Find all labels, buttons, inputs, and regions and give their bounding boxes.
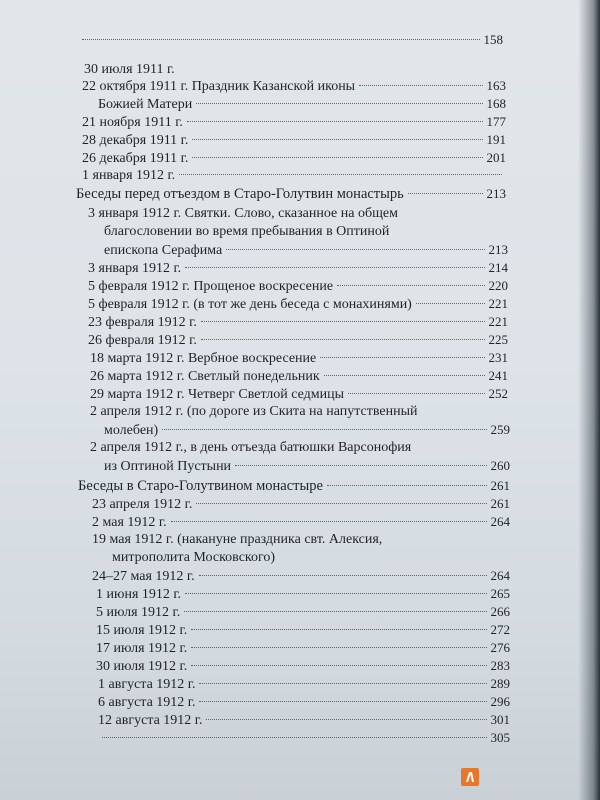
leader-dots xyxy=(327,485,487,486)
leader-dots xyxy=(235,465,486,466)
toc-entry: 1 июня 1912 г. 265 xyxy=(96,586,510,602)
page-number: 158 xyxy=(483,32,503,47)
leader-dots xyxy=(199,575,487,576)
toc-entry: 19 мая 1912 г. (накануне праздника свт. Алексия, xyxy=(92,532,383,547)
page-number: 168 xyxy=(486,96,506,111)
page-number: 163 xyxy=(486,78,506,93)
page-number: 272 xyxy=(490,622,510,637)
leader-dots xyxy=(191,665,486,666)
page-number: 220 xyxy=(488,278,508,293)
leader-dots xyxy=(185,593,486,594)
toc-entry: 2 мая 1912 г. 264 xyxy=(92,514,510,530)
toc-section-heading: Беседы перед отъездом в Старо-Голутвин монастырь 213 xyxy=(76,186,506,202)
toc-entry: 30 июля 1911 г. xyxy=(84,62,175,77)
toc-entry: митрополита Московского) xyxy=(112,550,276,565)
page-number: 201 xyxy=(486,150,506,165)
toc-entry: 28 декабря 1911 г. 191 xyxy=(82,132,506,148)
page-number: 276 xyxy=(490,640,510,655)
toc-entry: 2 апреля 1912 г., в день отъезда батюшки Варсонофия xyxy=(90,440,412,455)
toc-entry: 1 января 1912 г. xyxy=(82,166,506,186)
page-number: 221 xyxy=(488,296,508,311)
toc-entry: 5 февраля 1912 г. Прощеное воскресение 220 xyxy=(88,278,508,294)
leader-dots xyxy=(102,737,487,738)
leader-dots xyxy=(206,719,486,720)
leader-dots xyxy=(199,683,486,684)
toc-section-heading: Беседы в Старо-Голутвином монастыре 261 xyxy=(78,478,510,494)
toc-entry: 6 августа 1912 г. 296 xyxy=(98,694,510,710)
toc-entry: 26 марта 1912 г. Светлый понедельник 241 xyxy=(90,368,508,384)
toc-entry: Божией Матери 168 xyxy=(98,96,506,112)
toc-entry: молебен) 259 xyxy=(104,422,510,438)
toc-entry xyxy=(98,728,510,748)
leader-dots xyxy=(359,85,482,86)
leader-dots xyxy=(348,393,485,394)
page-number: 264 xyxy=(490,514,510,529)
toc-entry: 3 января 1912 г. 214 xyxy=(88,260,508,276)
leader-dots xyxy=(337,285,484,286)
leader-dots xyxy=(171,521,487,522)
toc-entry: 2 апреля 1912 г. (по дороге из Скита на напутственный xyxy=(90,404,418,419)
leader-dots xyxy=(192,157,482,158)
leader-dots xyxy=(191,647,486,648)
leader-dots xyxy=(196,503,486,504)
page-number: 283 xyxy=(490,658,510,673)
toc-entry: 23 февраля 1912 г. 221 xyxy=(88,314,508,330)
toc-entry: благословении во время пребывания в Оптиной xyxy=(104,224,390,239)
toc-entry: 26 декабря 1911 г. 201 xyxy=(82,150,506,166)
page-number: 191 xyxy=(486,132,506,147)
publisher-logo xyxy=(461,768,479,786)
toc-entry: 18 марта 1912 г. Вербное воскресение 231 xyxy=(90,350,508,366)
page-number: 252 xyxy=(488,386,508,401)
leader-dots xyxy=(199,701,486,702)
page-number: 214 xyxy=(488,260,508,275)
toc-entry: 17 июля 1912 г. 276 xyxy=(96,640,510,656)
toc-entry: 22 октября 1911 г. Праздник Казанской иконы 163 xyxy=(82,78,506,94)
leader-dots xyxy=(201,321,485,322)
toc-entry: 12 августа 1912 г. 301 xyxy=(98,712,510,728)
toc-entry xyxy=(78,30,503,50)
leader-dots xyxy=(201,339,485,340)
page-number: 259 xyxy=(490,422,510,437)
page-number: 225 xyxy=(488,332,508,347)
page-number: 264 xyxy=(490,568,510,583)
page-number: 305 xyxy=(490,730,510,745)
toc-entry: 1 августа 1912 г. 289 xyxy=(98,676,510,692)
leader-dots xyxy=(192,139,482,140)
page-number: 231 xyxy=(488,350,508,365)
leader-dots xyxy=(82,39,480,40)
toc-entry: 15 июля 1912 г. 272 xyxy=(96,622,510,638)
toc-entry: из Оптиной Пустыни 260 xyxy=(104,458,510,474)
toc-entry: 30 июля 1912 г. 283 xyxy=(96,658,510,674)
leader-dots xyxy=(226,249,484,250)
toc-entry: 23 апреля 1912 г. 261 xyxy=(92,496,510,512)
page-number: 301 xyxy=(490,712,510,727)
toc-entry: епископа Серафима 213 xyxy=(104,242,508,258)
leader-dots xyxy=(324,375,485,376)
toc-entry: 21 ноября 1911 г. 177 xyxy=(82,114,506,130)
page-number: 221 xyxy=(488,314,508,329)
toc-entry: 24–27 мая 1912 г. 264 xyxy=(92,568,510,584)
toc-entry: 29 марта 1912 г. Четверг Светлой седмицы 252 xyxy=(90,386,508,402)
leader-dots xyxy=(185,267,484,268)
page-number: 261 xyxy=(490,496,510,511)
leader-dots xyxy=(196,103,482,104)
logo-glyph-icon xyxy=(461,768,479,786)
leader-dots xyxy=(320,357,484,358)
page-number: 266 xyxy=(490,604,510,619)
toc-entry: 5 июля 1912 г. 266 xyxy=(96,604,510,620)
toc-entry: 5 февраля 1912 г. (в тот же день беседа с монахинями) 221 xyxy=(88,296,508,312)
page-number: 289 xyxy=(490,676,510,691)
page-number: 213 xyxy=(488,242,508,257)
leader-dots xyxy=(191,629,486,630)
toc-entry: 26 февраля 1912 г. 225 xyxy=(88,332,508,348)
page-number: 260 xyxy=(490,458,510,473)
leader-dots xyxy=(187,121,483,122)
page-number: 241 xyxy=(488,368,508,383)
page-number: 265 xyxy=(490,586,510,601)
page-number: 261 xyxy=(490,478,510,493)
page-number: 296 xyxy=(490,694,510,709)
toc-entry: 3 января 1912 г. Святки. Слово, сказанное на общем xyxy=(88,206,398,221)
page-number: 177 xyxy=(486,114,506,129)
leader-dots xyxy=(416,303,485,304)
leader-dots xyxy=(179,174,502,175)
leader-dots xyxy=(162,429,486,430)
leader-dots xyxy=(408,193,483,194)
page-number: 213 xyxy=(486,186,506,201)
leader-dots xyxy=(184,611,486,612)
